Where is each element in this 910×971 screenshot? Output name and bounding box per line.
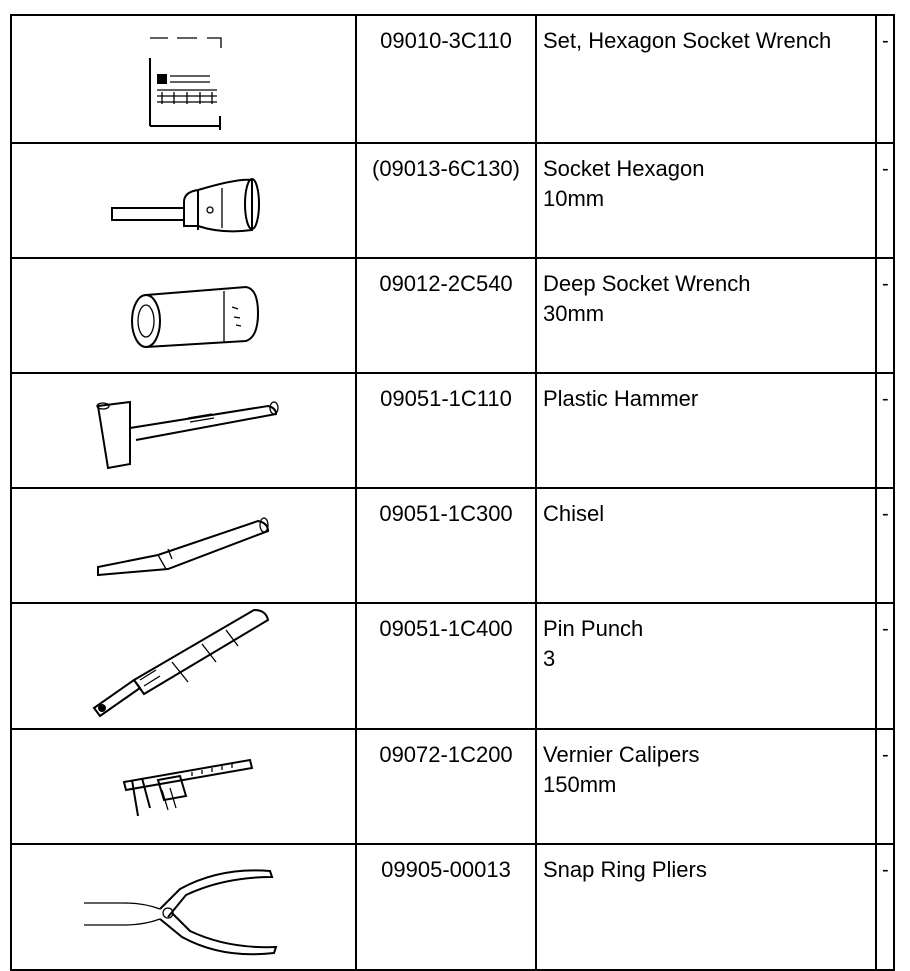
table-row	[11, 258, 894, 373]
tool-image-cell	[11, 15, 356, 143]
part-number: 09905-00013	[381, 857, 511, 882]
tool-image-cell	[11, 373, 356, 488]
hexagon-socket-wrench-set-icon	[12, 16, 355, 142]
tool-name-cell	[536, 603, 876, 729]
tool-image-cell	[11, 603, 356, 729]
table-row	[11, 844, 894, 970]
part-number-cell	[356, 844, 536, 970]
special-tools-table	[10, 14, 895, 971]
quantity-cell	[876, 143, 894, 258]
part-number-cell	[356, 373, 536, 488]
part-number-cell	[356, 15, 536, 143]
quantity: -	[882, 744, 889, 766]
tool-name-cell	[536, 844, 876, 970]
tool-name: Snap Ring Pliers	[543, 857, 707, 882]
quantity: -	[882, 30, 889, 52]
socket-hexagon-icon	[12, 144, 355, 257]
part-number-cell	[356, 729, 536, 844]
tool-name-cell	[536, 258, 876, 373]
tool-image-cell	[11, 143, 356, 258]
tool-image-cell	[11, 844, 356, 970]
quantity-cell	[876, 603, 894, 729]
tool-image-cell	[11, 488, 356, 603]
part-number: 09010-3C110	[380, 28, 512, 53]
quantity-cell	[876, 373, 894, 488]
table-row	[11, 488, 894, 603]
chisel-icon	[12, 489, 355, 602]
tool-name: Chisel	[543, 501, 605, 526]
vernier-calipers-icon	[12, 730, 355, 843]
tool-image-cell	[11, 258, 356, 373]
tool-name-cell	[536, 143, 876, 258]
tool-name-cell	[536, 488, 876, 603]
part-number: 09012-2C540	[379, 271, 513, 296]
part-number-cell	[356, 258, 536, 373]
tool-name-cell	[536, 15, 876, 143]
deep-socket-wrench-icon	[12, 259, 355, 372]
tool-spec: 150mm	[543, 772, 617, 797]
tool-name: Set, Hexagon Socket Wrench	[543, 28, 832, 53]
tool-name-cell	[536, 729, 876, 844]
quantity: -	[882, 158, 889, 180]
tool-spec: 30mm	[543, 301, 605, 326]
quantity: -	[882, 503, 889, 525]
tool-name: Deep Socket Wrench	[543, 271, 751, 296]
part-number-cell	[356, 488, 536, 603]
quantity-cell	[876, 844, 894, 970]
table-row	[11, 143, 894, 258]
pin-punch-icon	[12, 604, 355, 728]
table-row	[11, 603, 894, 729]
quantity-cell	[876, 15, 894, 143]
plastic-hammer-icon	[12, 374, 355, 487]
part-number: 09051-1C110	[380, 386, 512, 411]
quantity-cell	[876, 258, 894, 373]
snap-ring-pliers-icon	[12, 845, 355, 969]
quantity-cell	[876, 729, 894, 844]
part-number: (09013-6C130)	[372, 156, 520, 181]
part-number: 09051-1C400	[379, 616, 513, 641]
tool-spec: 3	[543, 646, 556, 671]
tool-name: Pin Punch	[543, 616, 644, 641]
tool-name: Plastic Hammer	[543, 386, 699, 411]
table-row	[11, 373, 894, 488]
table-row	[11, 729, 894, 844]
tool-name: Vernier Calipers	[543, 742, 700, 767]
quantity: -	[882, 618, 889, 640]
part-number-cell	[356, 143, 536, 258]
part-number-cell	[356, 603, 536, 729]
part-number: 09051-1C300	[379, 501, 513, 526]
quantity: -	[882, 859, 889, 881]
quantity-cell	[876, 488, 894, 603]
tool-name-cell	[536, 373, 876, 488]
tool-spec: 10mm	[543, 186, 605, 211]
quantity: -	[882, 273, 889, 295]
table-row	[11, 15, 894, 143]
tool-image-cell	[11, 729, 356, 844]
quantity: -	[882, 388, 889, 410]
part-number: 09072-1C200	[379, 742, 513, 767]
tool-name: Socket Hexagon	[543, 156, 705, 181]
